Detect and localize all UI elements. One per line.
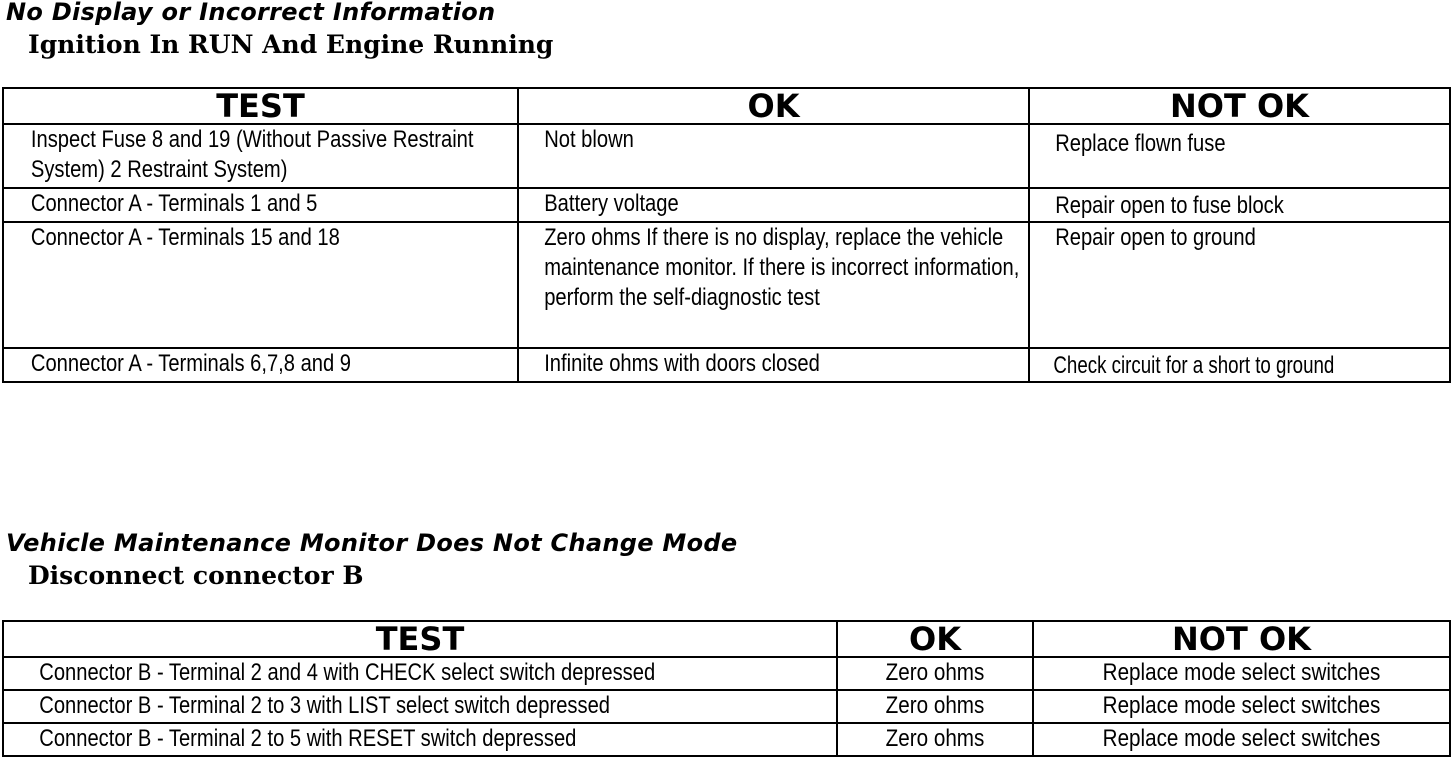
- section2-title: Vehicle Maintenance Monitor Does Not Change Mode: [6, 529, 738, 557]
- ok-text: Not blown: [544, 126, 634, 153]
- ok-text: Zero ohms: [885, 725, 985, 752]
- section2-subtitle: Disconnect connector B: [28, 561, 364, 590]
- header-not-ok: NOT OK: [1029, 88, 1450, 124]
- ok-cell: [518, 348, 1029, 382]
- table-row: [3, 657, 1450, 690]
- not-ok-cell: [1029, 222, 1450, 348]
- not-ok-text: Repair open to fuse block: [1055, 192, 1284, 219]
- test-text: Inspect Fuse 8 and 19 (Without Passive Restraint System) 2 Restraint System): [30, 126, 474, 183]
- table-row: [3, 124, 1450, 188]
- table-row: [3, 188, 1450, 222]
- test-text: Connector A - Terminals 15 and 18: [30, 224, 340, 251]
- ok-cell: [837, 690, 1033, 723]
- not-ok-text: Repair open to ground: [1055, 224, 1256, 251]
- table-header-row: [3, 88, 1450, 124]
- test-text: Connector B - Terminal 2 and 4 with CHECK select switch depressed: [39, 659, 656, 686]
- test-cell: [3, 188, 518, 222]
- test-cell: [3, 124, 518, 188]
- table-header-row: [3, 621, 1450, 657]
- ok-cell: [518, 124, 1029, 188]
- diagnostic-table-1: [2, 87, 1451, 383]
- not-ok-text: Replace mode select switches: [1102, 692, 1381, 719]
- test-text: Connector A - Terminals 6,7,8 and 9: [30, 350, 352, 377]
- not-ok-text: Replace mode select switches: [1102, 725, 1381, 752]
- test-text: Connector B - Terminal 2 to 3 with LIST select switch depressed: [39, 692, 611, 719]
- table-row: [3, 723, 1450, 756]
- header-test: TEST: [3, 621, 837, 657]
- test-cell: [3, 222, 518, 348]
- table-row: [3, 348, 1450, 382]
- not-ok-cell: [1033, 657, 1450, 690]
- not-ok-cell: [1033, 723, 1450, 756]
- ok-text: Zero ohms: [885, 659, 985, 686]
- diagnostic-table-2: [2, 620, 1451, 757]
- not-ok-text: Replace flown fuse: [1055, 130, 1226, 157]
- ok-text: Zero ohms: [885, 692, 985, 719]
- test-cell: [3, 657, 837, 690]
- ok-cell: [837, 723, 1033, 756]
- test-text: Connector B - Terminal 2 to 5 with RESET switch depressed: [39, 725, 577, 752]
- ok-text: Battery voltage: [544, 190, 679, 217]
- not-ok-cell: [1029, 188, 1450, 222]
- header-not-ok: NOT OK: [1033, 621, 1450, 657]
- table-row: [3, 222, 1450, 348]
- header-test: TEST: [3, 88, 518, 124]
- test-cell: [3, 348, 518, 382]
- table-row: [3, 690, 1450, 723]
- ok-cell: [518, 188, 1029, 222]
- header-ok: OK: [837, 621, 1033, 657]
- not-ok-text: Check circuit for a short to ground: [1053, 352, 1335, 379]
- not-ok-cell: [1029, 348, 1450, 382]
- ok-text: Zero ohms If there is no display, replace the vehicle maintenance monitor. If there is incorrect information, perform the self-diagnostic test: [544, 224, 1020, 311]
- header-ok: OK: [518, 88, 1029, 124]
- ok-cell: [518, 222, 1029, 348]
- test-cell: [3, 723, 837, 756]
- not-ok-cell: [1029, 124, 1450, 188]
- not-ok-text: Replace mode select switches: [1102, 659, 1381, 686]
- section1-title: No Display or Incorrect Information: [6, 0, 496, 26]
- test-cell: [3, 690, 837, 723]
- section1-subtitle: Ignition In RUN And Engine Running: [28, 30, 554, 59]
- test-text: Connector A - Terminals 1 and 5: [30, 190, 318, 217]
- ok-cell: [837, 657, 1033, 690]
- ok-text: Infinite ohms with doors closed: [544, 350, 820, 377]
- not-ok-cell: [1033, 690, 1450, 723]
